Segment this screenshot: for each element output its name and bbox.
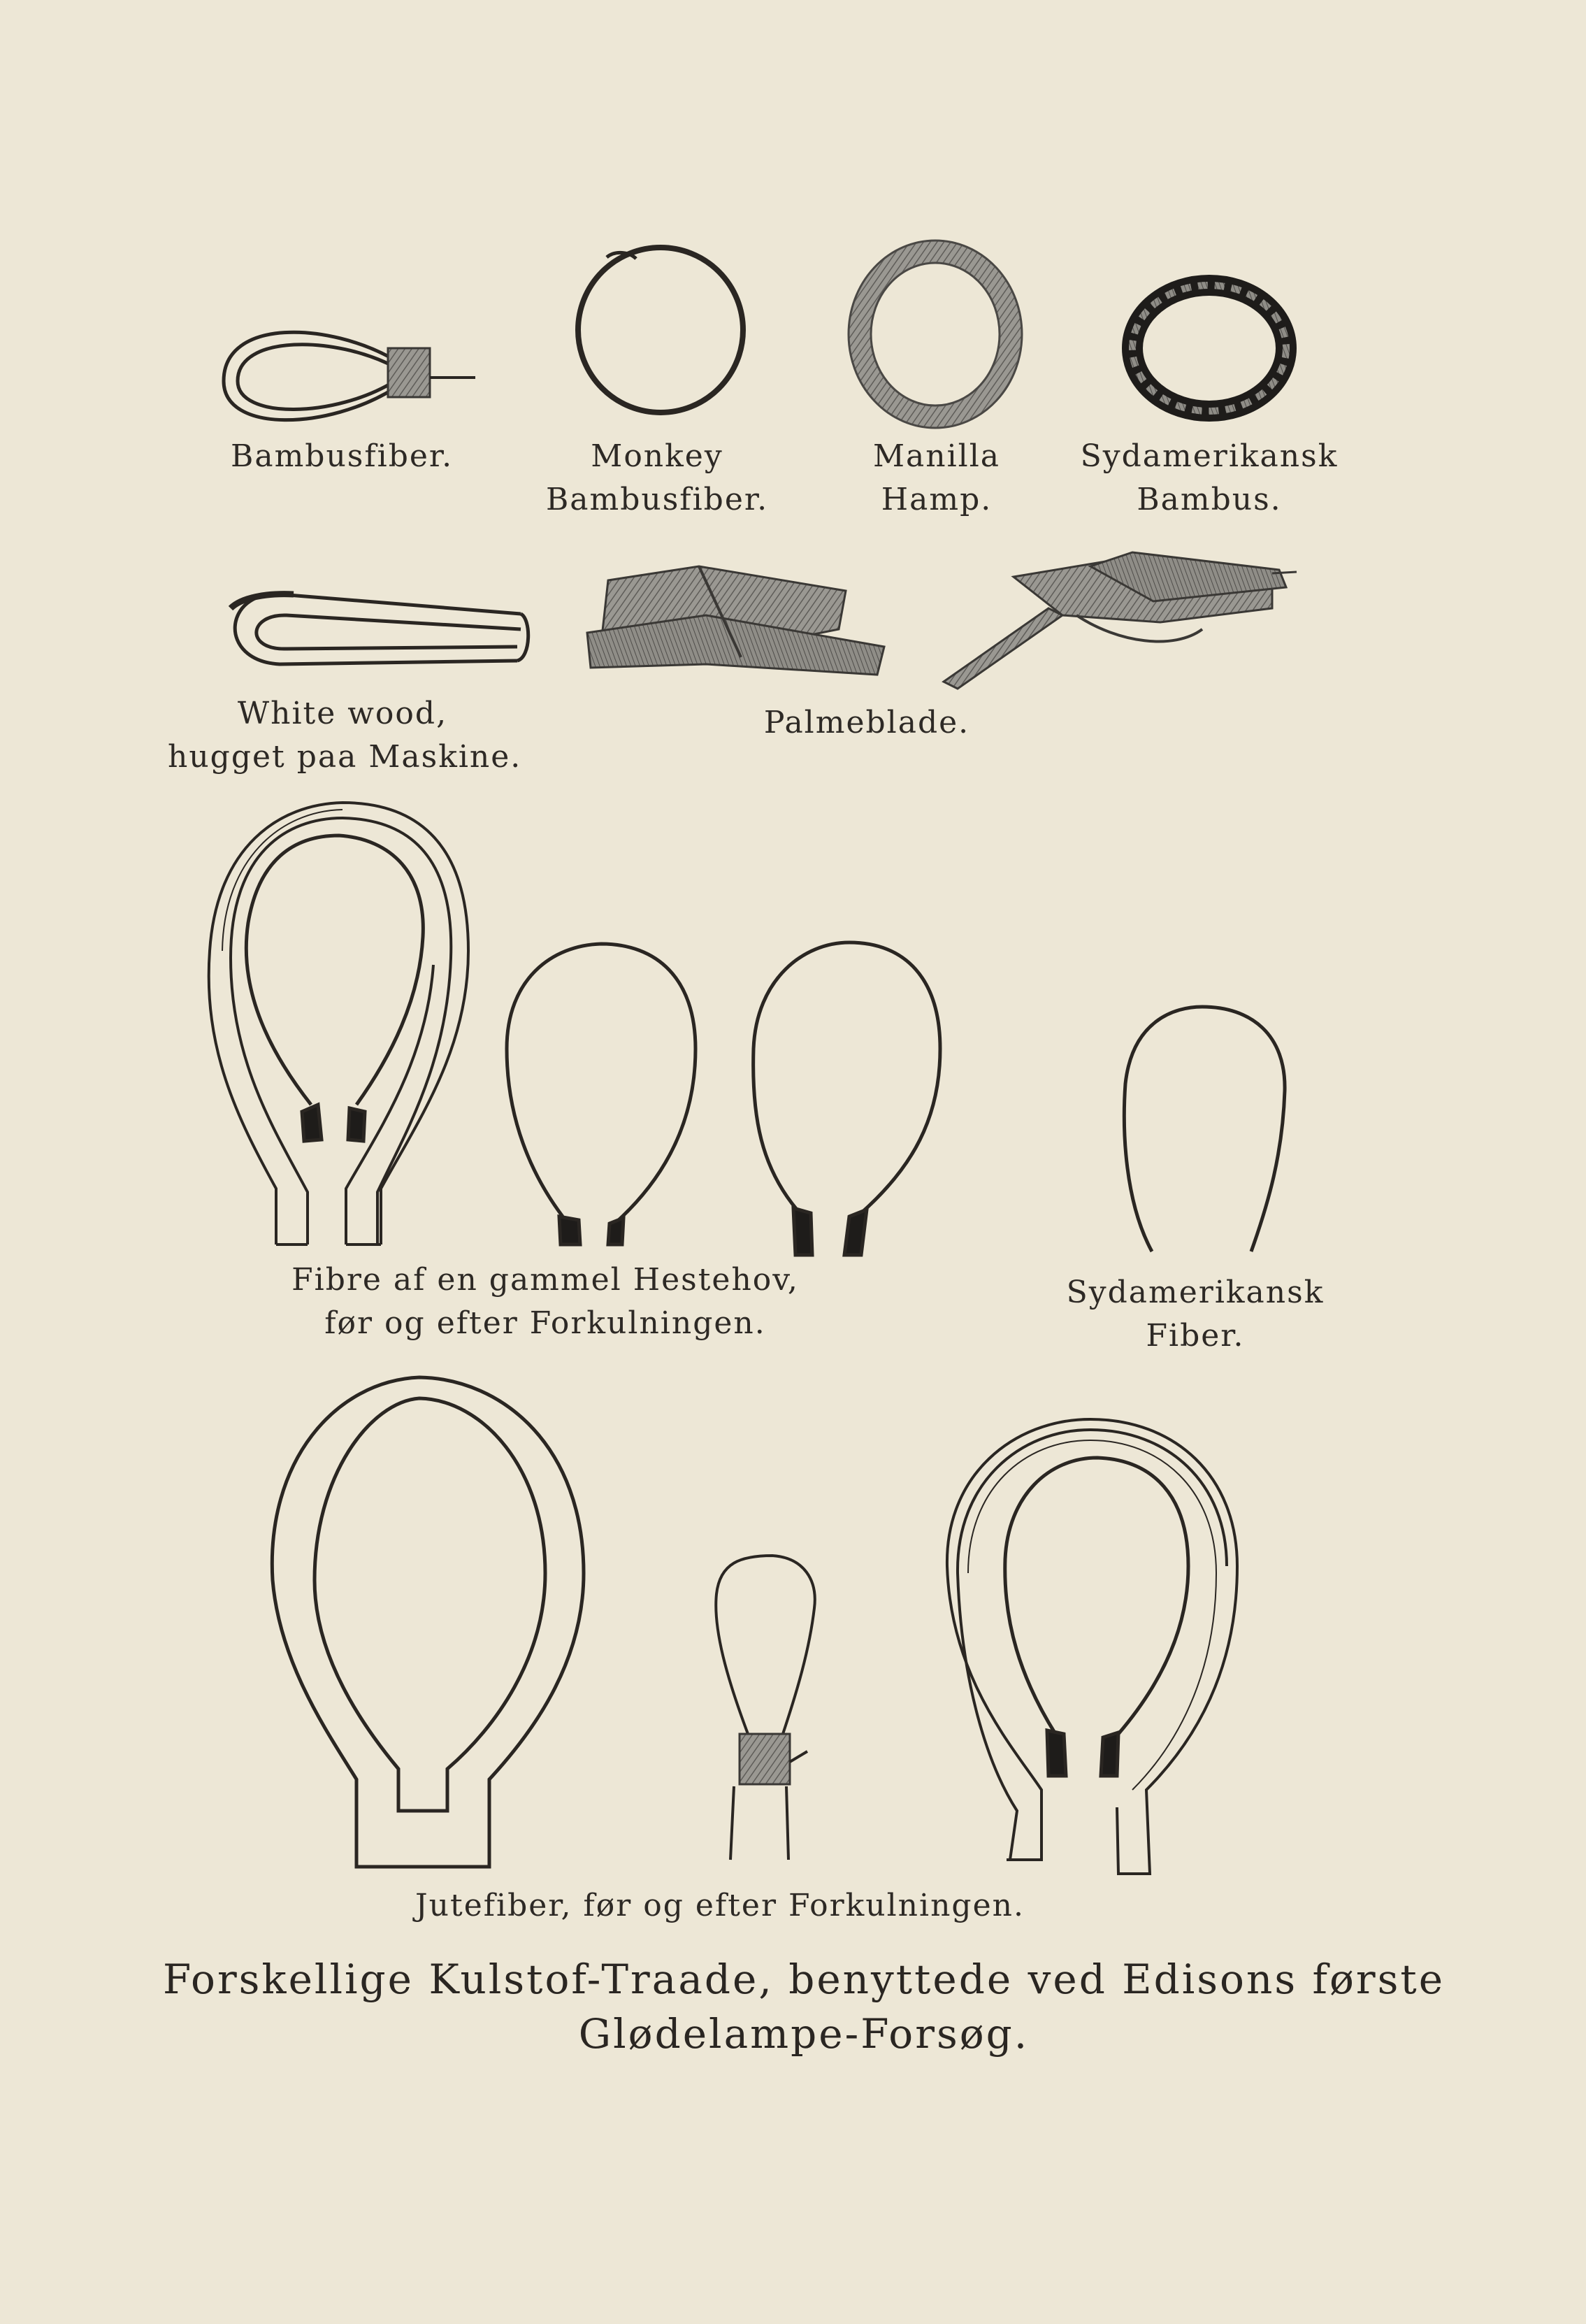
- caption-white-wood: [168, 692, 522, 779]
- caption-manilla-line2: Hamp.: [881, 482, 993, 517]
- caption-hestehov-line1: Fibre af en gammel Hestehov,: [291, 1262, 799, 1298]
- plate-title-line2: Glødelampe-Forsøg.: [578, 2010, 1030, 2058]
- caption-sydamerikansk-fiber-line2: Fiber.: [1146, 1318, 1245, 1354]
- palmeblade-filament-left: [587, 566, 884, 675]
- monkey-bambusfiber-filament: [578, 248, 743, 413]
- hestehov-loop-middle: [507, 944, 695, 1245]
- palmeblade-filament-right: [944, 552, 1297, 689]
- sydamerikansk-bambus-filament: [1132, 285, 1286, 411]
- sydamerikansk-fiber-filament: [1124, 1007, 1285, 1251]
- caption-sydamerikansk-fiber: [1055, 1271, 1335, 1358]
- caption-white-wood-line1: White wood,: [237, 696, 448, 731]
- manilla-hamp-filament: [849, 241, 1022, 428]
- caption-bambusfiber-line1: Bambusfiber.: [231, 438, 454, 474]
- hestehov-loop-right: [754, 942, 940, 1255]
- caption-jutefiber: [405, 1884, 1034, 1928]
- jutefiber-small-filament: [716, 1556, 815, 1860]
- caption-jutefiber-line1: Jutefiber, før og efter Forkulningen.: [415, 1888, 1025, 1923]
- caption-bambusfiber: [231, 435, 454, 478]
- caption-manilla-line1: Manilla: [872, 438, 1001, 474]
- plate-title-line1: Forskellige Kulstof-Traade, benyttede ved Edisons første: [162, 1956, 1446, 2003]
- white-wood-filament: [231, 594, 528, 664]
- caption-palmeblade: [755, 701, 979, 745]
- hestehov-outer-filament: [209, 803, 468, 1245]
- jutefiber-right-inner-filament: [1005, 1458, 1188, 1776]
- jutefiber-large-filament: [272, 1377, 584, 1867]
- plate-title: [140, 1952, 1468, 2061]
- bambusfiber-filament: [224, 332, 475, 419]
- caption-sydamerikansk-fiber-line1: Sydamerikansk: [1066, 1275, 1325, 1310]
- caption-hestehov: [266, 1258, 825, 1345]
- caption-monkey-bambusfiber: [538, 435, 776, 522]
- caption-monkey-line2: Bambusfiber.: [545, 482, 769, 517]
- caption-white-wood-line2: hugget paa Maskine.: [168, 739, 522, 775]
- caption-palmeblade-line1: Palmeblade.: [763, 705, 970, 740]
- caption-sydamerikansk-bambus: [1069, 435, 1349, 522]
- caption-hestehov-line2: før og efter Forkulningen.: [324, 1305, 766, 1341]
- caption-manilla-hamp: [839, 435, 1034, 522]
- jutefiber-right-outer-filament: [947, 1419, 1237, 1874]
- caption-sydamerikansk-bambus-line2: Bambus.: [1137, 482, 1282, 517]
- caption-monkey-line1: Monkey: [591, 438, 723, 474]
- caption-sydamerikansk-bambus-line1: Sydamerikansk: [1080, 438, 1339, 474]
